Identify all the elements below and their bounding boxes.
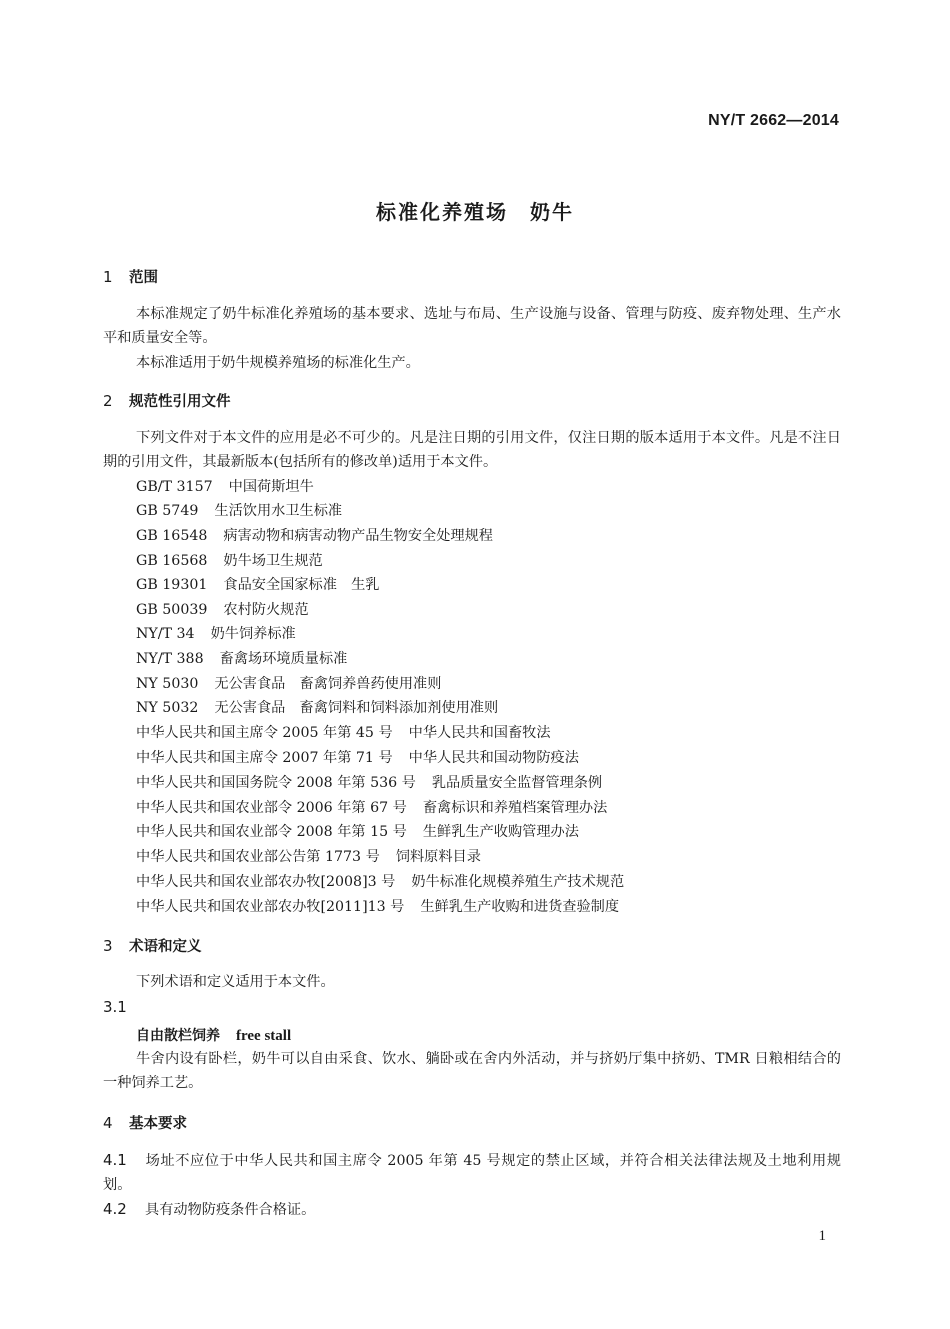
- reference-item: NY/T 388 畜禽场环境质量标准: [136, 651, 348, 667]
- reference-item: 中华人民共和国国务院令 2008 年第 536 号 乳品质量安全监督管理条例: [136, 775, 603, 791]
- reference-item: NY/T 34 奶牛饲养标准: [136, 626, 296, 642]
- term-title: 自由散栏饲养 free stall: [136, 1028, 292, 1044]
- clause-4-2: 4.2 具有动物防疫条件合格证。: [103, 1200, 316, 1218]
- section-2-intro: 下列文件对于本文件的应用是必不可少的。凡是注日期的引用文件，仅注日期的版本适用于本文件。凡是不注日期的引用文件，其最新版本(包括所有的修改单)适用于本文件。: [103, 430, 841, 470]
- section-3-heading: 3 术语和定义: [103, 937, 202, 955]
- reference-item: GB 5749 生活饮用水卫生标准: [136, 503, 343, 519]
- reference-item: 中华人民共和国农业部令 2008 年第 15 号 生鲜乳生产收购管理办法: [136, 824, 579, 840]
- title-part-2: 奶牛: [530, 200, 574, 224]
- reference-item: 中华人民共和国农业部农办牧[2011]13 号 生鲜乳生产收购和进货查验制度: [136, 899, 620, 915]
- subsection-3-1-number: 3.1: [103, 998, 127, 1016]
- reference-item: 中华人民共和国主席令 2007 年第 71 号 中华人民共和国动物防疫法: [136, 750, 579, 766]
- title-part-1: 标准化养殖场: [376, 200, 508, 224]
- reference-item: GB 50039 农村防火规范: [136, 602, 309, 618]
- section-1-para-2: 本标准适用于奶牛规模养殖场的标准化生产。: [136, 355, 420, 371]
- section-4-heading: 4 基本要求: [103, 1114, 187, 1132]
- reference-item: NY 5030 无公害食品 畜禽饲养兽药使用准则: [136, 676, 442, 692]
- reference-item: GB 16548 病害动物和病害动物产品生物安全处理规程: [136, 528, 493, 544]
- reference-item: GB 16568 奶牛场卫生规范: [136, 553, 323, 569]
- page-number: 1: [818, 1228, 826, 1244]
- document-title: [0, 196, 950, 225]
- clause-4-1: 4.1 场址不应位于中华人民共和国主席令 2005 年第 45 号规定的禁止区域，并符合相关法律法规及土地利用规划。: [103, 1151, 841, 1193]
- section-1-heading: 1 范围: [103, 268, 158, 286]
- reference-item: GB/T 3157 中国荷斯坦牛: [136, 479, 314, 495]
- section-3-intro: 下列术语和定义适用于本文件。: [136, 974, 335, 990]
- reference-item: 中华人民共和国农业部农办牧[2008]3 号 奶牛标准化规模养殖生产技术规范: [136, 874, 625, 890]
- reference-item: 中华人民共和国农业部公告第 1773 号 饲料原料目录: [136, 849, 481, 865]
- section-1-para-1: 本标准规定了奶牛标准化养殖场的基本要求、选址与布局、生产设施与设备、管理与防疫、废弃物处理、生产水平和质量安全等。: [103, 306, 841, 346]
- reference-item: NY 5032 无公害食品 畜禽饲料和饲料添加剂使用准则: [136, 700, 499, 716]
- reference-item: 中华人民共和国主席令 2005 年第 45 号 中华人民共和国畜牧法: [136, 725, 551, 741]
- reference-item: 中华人民共和国农业部令 2006 年第 67 号 畜禽标识和养殖档案管理办法: [136, 800, 608, 816]
- reference-item: GB 19301 食品安全国家标准 生乳: [136, 577, 380, 593]
- term-definition: 牛舍内设有卧栏，奶牛可以自由采食、饮水、躺卧或在舍内外活动，并与挤奶厅集中挤奶、TMR 日粮相结合的一种饲养工艺。: [103, 1051, 841, 1091]
- section-2-heading: 2 规范性引用文件: [103, 392, 231, 410]
- standard-code: NY/T 2662—2014: [708, 112, 839, 129]
